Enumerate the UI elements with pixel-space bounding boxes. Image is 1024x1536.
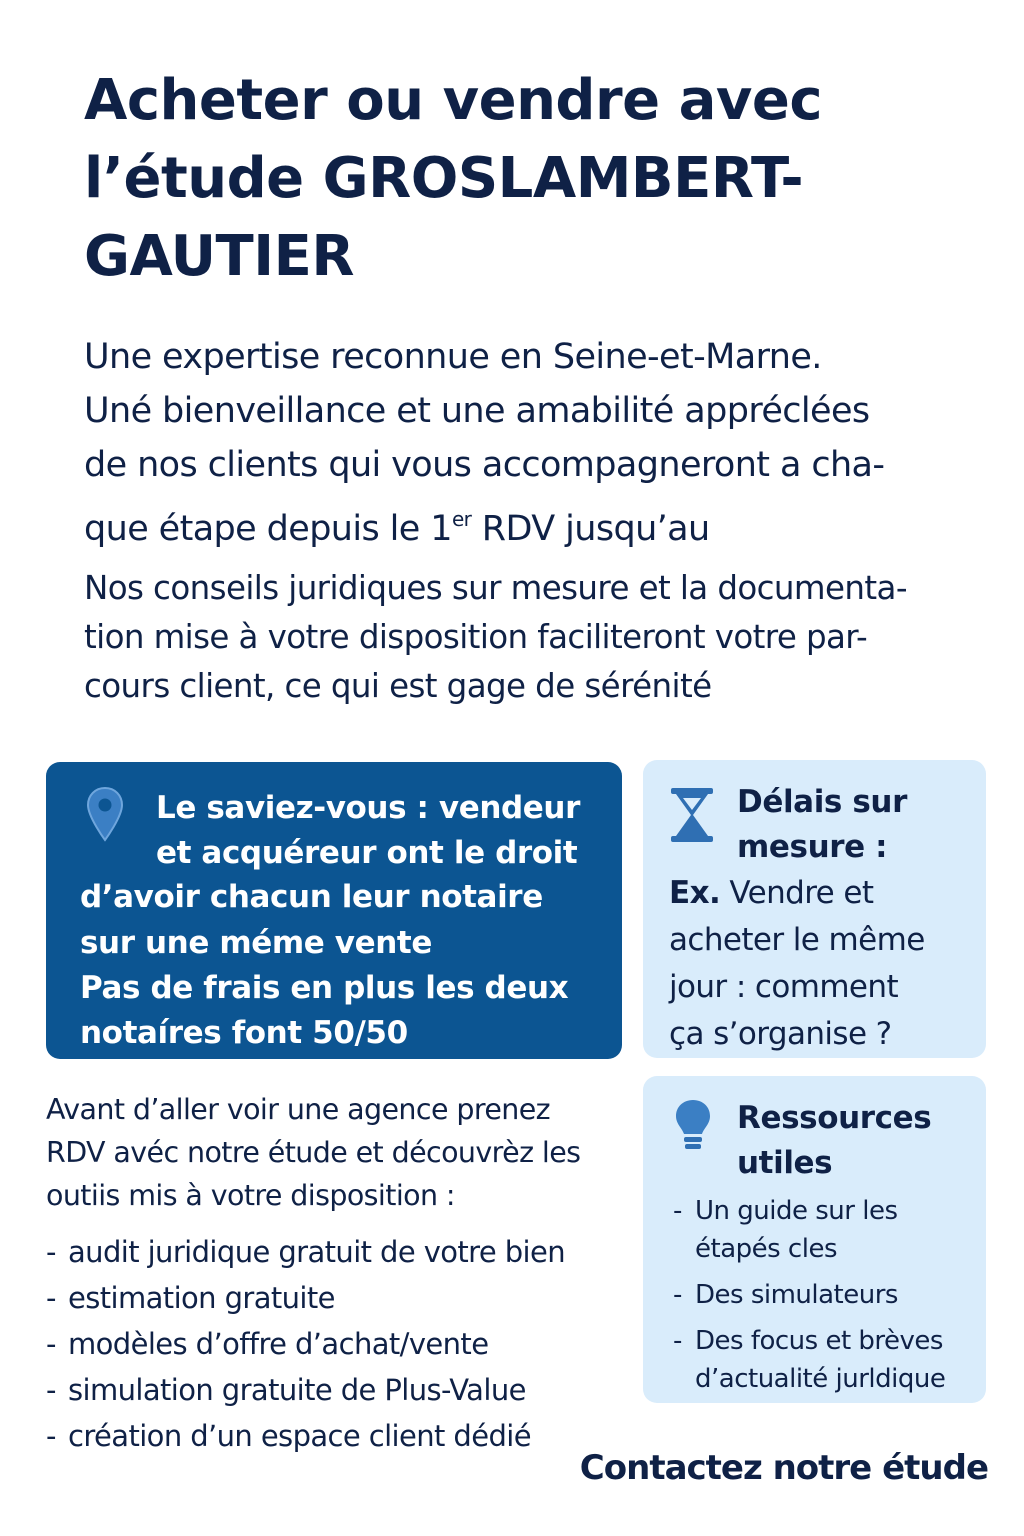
item-line: Des simulateurs: [695, 1280, 898, 1310]
list-item: [667, 1192, 977, 1268]
lightbulb-icon: [673, 1098, 713, 1154]
delay-heading: [737, 780, 907, 870]
list-item: - simulation gratuite de Plus-Value: [46, 1367, 636, 1413]
intro-line: Uné bienveillance et une amabilité appréclées: [84, 391, 870, 431]
superscript: er: [451, 507, 472, 531]
resources-card: [643, 1076, 986, 1403]
list-item: - modèles d’offre d’achat/vente: [46, 1321, 636, 1367]
intro-line: cours client, ce qui est gage de sérénité: [84, 667, 712, 705]
contact-link[interactable]: Contactez notre étude: [579, 1448, 988, 1488]
info-line: sur une méme vente: [80, 925, 432, 961]
list-item: [667, 1276, 977, 1314]
title-line: Acheter ou vendre avec: [84, 68, 823, 133]
list-item: - estimation gratuite: [46, 1275, 636, 1321]
example-label: Ex.: [669, 875, 721, 911]
map-pin-icon: [86, 786, 124, 842]
item-line: étapés cles: [695, 1234, 837, 1264]
intro-line: Une expertise reconnue en Seine-et-Marne.: [84, 337, 822, 377]
intro-line: de nos clients qui vous accompagneront a cha-: [84, 445, 885, 485]
intro-line: que étape depuis le 1: [84, 509, 452, 549]
advice-section: [46, 1088, 636, 1459]
advice-line: Avant d’aller voir une agence prenez: [46, 1093, 551, 1126]
list-item: - audit juridique gratuit de votre bien: [46, 1229, 636, 1275]
body-line: acheter le même: [669, 922, 925, 958]
info-line: Le saviez-vous : vendeur: [156, 790, 580, 826]
body-line: ça s’organise ?: [669, 1016, 892, 1052]
item-line: d’actualité jurldique: [695, 1364, 946, 1394]
tools-list: [46, 1229, 636, 1459]
info-card-did-you-know: [46, 762, 622, 1059]
info-line: Pas de frais en plus les deux: [80, 970, 569, 1006]
heading-line: Ressources: [737, 1100, 932, 1136]
title-line: l’étude GROSLAMBERT-: [84, 146, 804, 211]
delay-body: [669, 870, 969, 1058]
body-line: Vendre et: [720, 875, 874, 911]
heading-line: Délais sur: [737, 784, 907, 820]
advice-line: outiis mis à votre disposition :: [46, 1179, 455, 1212]
intro-paragraph: [84, 330, 984, 556]
info-line: notaíres font 50/50: [80, 1015, 408, 1051]
resources-list: [667, 1192, 977, 1406]
heading-line: mesure :: [737, 829, 888, 865]
info-line: d’avoir chacun leur notaire: [80, 879, 543, 915]
info-line: et acquéreur ont le droit: [156, 835, 578, 871]
intro-line: Nos conseils juridiques sur mesure et la documenta-: [84, 569, 907, 607]
hourglass-icon: [669, 786, 715, 844]
intro-line: RDV jusqu’au: [471, 509, 710, 549]
list-item: - création d’un espace client dédié: [46, 1413, 636, 1459]
item-line: Des focus et brèves: [695, 1326, 943, 1356]
resources-heading: [737, 1096, 931, 1186]
title-line: GAUTIER: [84, 224, 354, 289]
page-title: [84, 62, 964, 296]
intro-paragraph-2: [84, 564, 984, 711]
advice-line: RDV avéc notre étude et découvrèz les: [46, 1136, 581, 1169]
body-line: jour : comment: [669, 969, 899, 1005]
list-item: [667, 1322, 977, 1398]
delay-card: [643, 760, 986, 1058]
heading-line: utiles: [737, 1145, 833, 1181]
item-line: Un guide sur les: [695, 1196, 898, 1226]
intro-line: tion mise à votre disposition faciliteront votre par-: [84, 618, 868, 656]
